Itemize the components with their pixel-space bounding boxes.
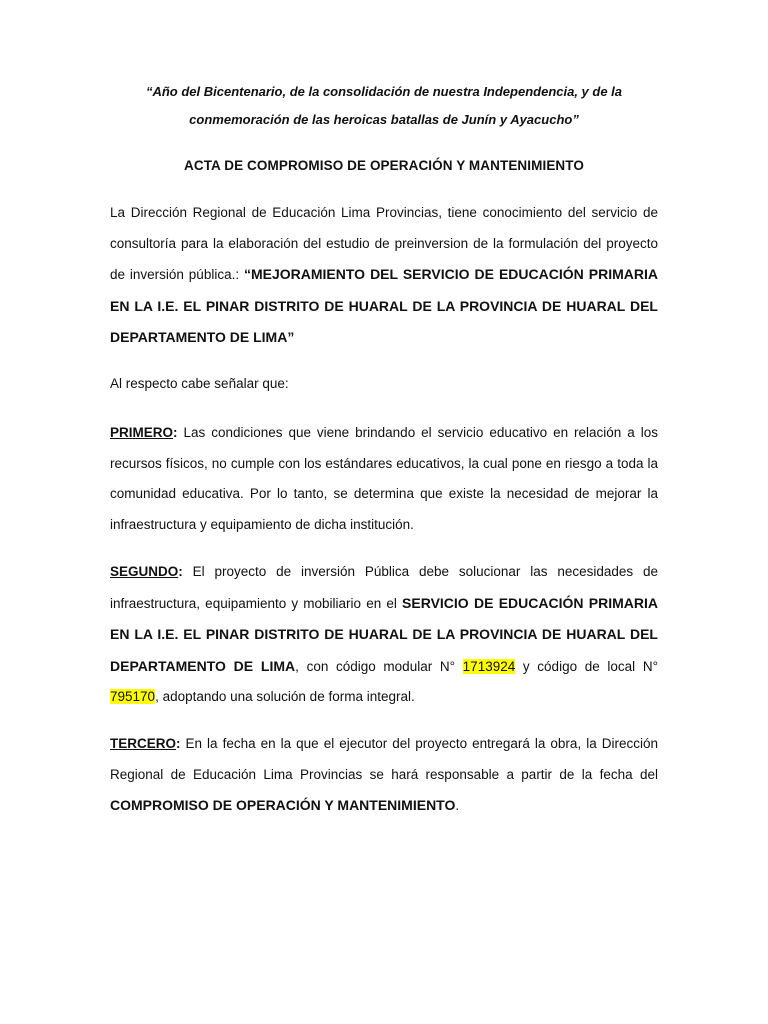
tercero-paragraph <box>110 729 658 822</box>
tercero-colon: : <box>176 736 181 751</box>
codigo-local-highlight: 795170 <box>110 689 156 705</box>
segundo-label: SEGUNDO <box>110 564 179 579</box>
codigo-modular-highlight: 1713924 <box>462 658 516 674</box>
primero-colon: : <box>173 425 178 440</box>
primero-label: PRIMERO <box>110 425 174 440</box>
segundo-text-local: y código de local N° <box>515 658 658 674</box>
primero-text: Las condiciones que viene brindando el servicio educativo en relación a los recursos físicos, no cumple con los estándares educativos, la cual pone en riesgo a toda la comunidad educativa. Por lo tanto, se determina que existe la necesidad de mejorar la infraestructura y equipamiento de dicha institución. <box>110 425 658 532</box>
segundo-text-modular: , con código modular N° <box>295 658 463 674</box>
lead-in-text: Al respecto cabe señalar que: <box>110 376 289 391</box>
commemorative-year-line-1: “Año del Bicentenario, de la consolidación de nuestra Independencia, y de la <box>145 84 623 99</box>
project-name: “MEJORAMIENTO DEL SERVICIO DE EDUCACIÓN PRIMARIA EN LA I.E. EL PINAR DISTRITO DE HUARAL DE LA PROVINCIA DE HUARAL DEL DEPARTAMENTO DE LIMA” <box>110 266 658 346</box>
document-title: ACTA DE COMPROMISO DE OPERACIÓN Y MANTENIMIENTO <box>184 158 584 173</box>
segundo-text-after: , adoptando una solución de forma integral. <box>155 689 415 705</box>
service-name: SERVICIO DE EDUCACIÓN PRIMARIA EN LA I.E. EL PINAR DISTRITO DE HUARAL DE LA PROVINCIA DE HUARAL DEL DEPARTAMENTO DE LIMA <box>110 594 658 674</box>
primero-paragraph <box>110 418 658 540</box>
commemorative-year-line-2: conmemoración de las heroicas batallas de Junín y Ayacucho” <box>189 112 579 127</box>
tercero-label: TERCERO <box>110 736 177 751</box>
intro-text: La Dirección Regional de Educación Lima Provincias, tiene conocimiento del servicio de consultoría para la elaboración del estudio de preinversion de la formulación del proyecto de inversión pública.: <box>110 205 658 283</box>
commitment-name: COMPROMISO DE OPERACIÓN Y MANTENIMIENTO <box>110 797 456 814</box>
lead-in-paragraph <box>110 369 658 400</box>
tercero-end: . <box>455 798 460 814</box>
segundo-paragraph <box>110 557 658 713</box>
segundo-colon: : <box>178 564 183 579</box>
tercero-text: En la fecha en la que el ejecutor del proyecto entregará la obra, la Dirección Regional de Educación Lima Provincias se hará responsable a partir de la fecha del <box>110 736 658 782</box>
segundo-text-before: El proyecto de inversión Pública debe solucionar las necesidades de infraestructura, equipamiento y mobiliario en el <box>110 564 658 611</box>
intro-paragraph <box>110 198 658 354</box>
